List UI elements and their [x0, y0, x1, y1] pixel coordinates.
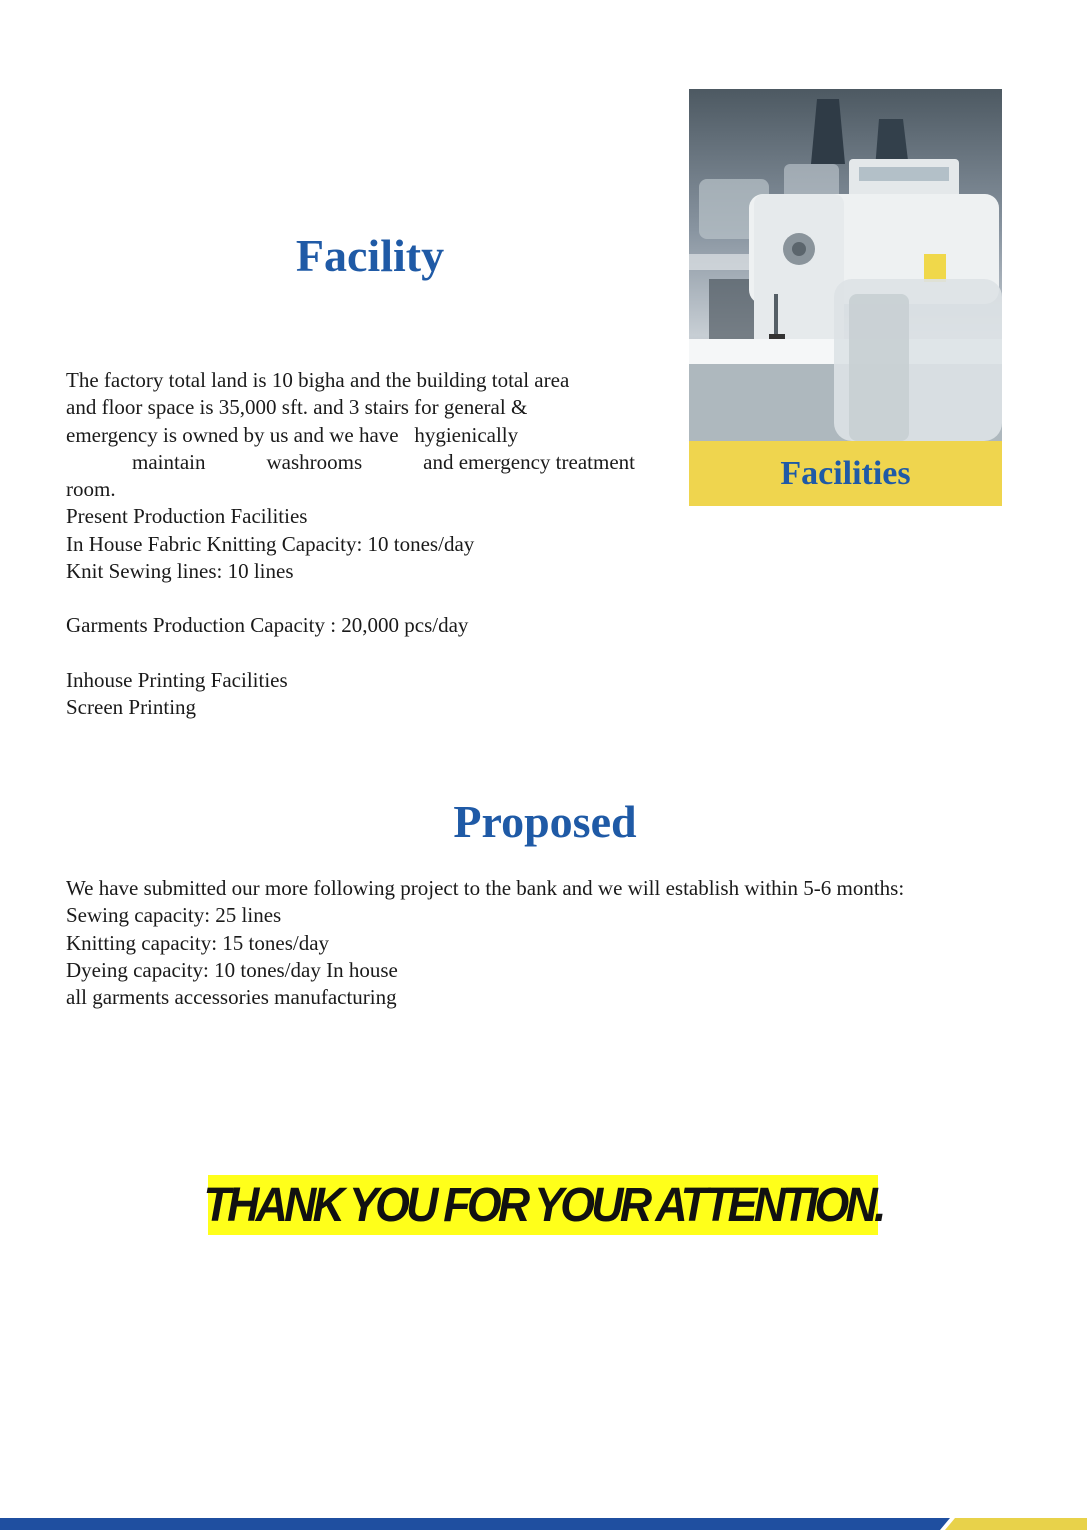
- facility-line: emergency is owned by us and we have hygienically: [66, 422, 519, 447]
- facility-line: Screen Printing: [66, 694, 197, 719]
- facility-line: Knit Sewing lines: 10 lines: [66, 559, 294, 584]
- proposed-description: [66, 875, 1026, 1011]
- facility-word: maintain: [132, 449, 206, 474]
- proposed-line: Dyeing capacity: 10 tones/day In house: [66, 957, 398, 982]
- facility-word: and emergency treatment: [423, 449, 635, 474]
- paragraph-gap: [66, 640, 646, 667]
- proposed-line: We have submitted our more following project to the bank and we will establish within 5-6 months:: [66, 876, 905, 900]
- proposed-line: all garments accessories manufacturing: [66, 985, 397, 1010]
- facility-word: washrooms: [266, 449, 363, 474]
- facility-line: [66, 449, 635, 476]
- proposed-heading: Proposed: [453, 796, 637, 847]
- facility-description: [66, 367, 646, 721]
- sewing-machine-photo: [689, 89, 1002, 441]
- thank-you-banner: [203, 1175, 883, 1235]
- facility-line: Inhouse Printing Facilities: [66, 667, 288, 692]
- footer-stripe: [0, 1518, 1087, 1530]
- facility-line: The factory total land is 10 bigha and the building total area: [66, 368, 570, 392]
- sewing-machine-illustration: [689, 89, 1002, 441]
- facility-line: In House Fabric Knitting Capacity: 10 tones/day: [66, 531, 475, 556]
- paragraph-gap: [66, 585, 646, 612]
- facilities-caption-band: [689, 441, 1002, 506]
- facility-line: Present Production Facilities: [66, 504, 308, 529]
- proposed-line: Sewing capacity: 25 lines: [66, 903, 282, 928]
- facility-line: Garments Production Capacity : 20,000 pcs/day: [66, 613, 469, 638]
- facilities-caption: Facilities: [780, 454, 911, 492]
- facility-heading: Facility: [295, 230, 445, 281]
- facilities-photo-card: [689, 89, 1002, 506]
- facility-line: and floor space is 35,000 sft. and 3 stairs for general &: [66, 395, 528, 420]
- proposed-line: Knitting capacity: 15 tones/day: [66, 930, 330, 955]
- thank-you-text: THANK YOU FOR YOUR ATTENTION.: [203, 1178, 883, 1232]
- facility-line: room.: [66, 477, 116, 502]
